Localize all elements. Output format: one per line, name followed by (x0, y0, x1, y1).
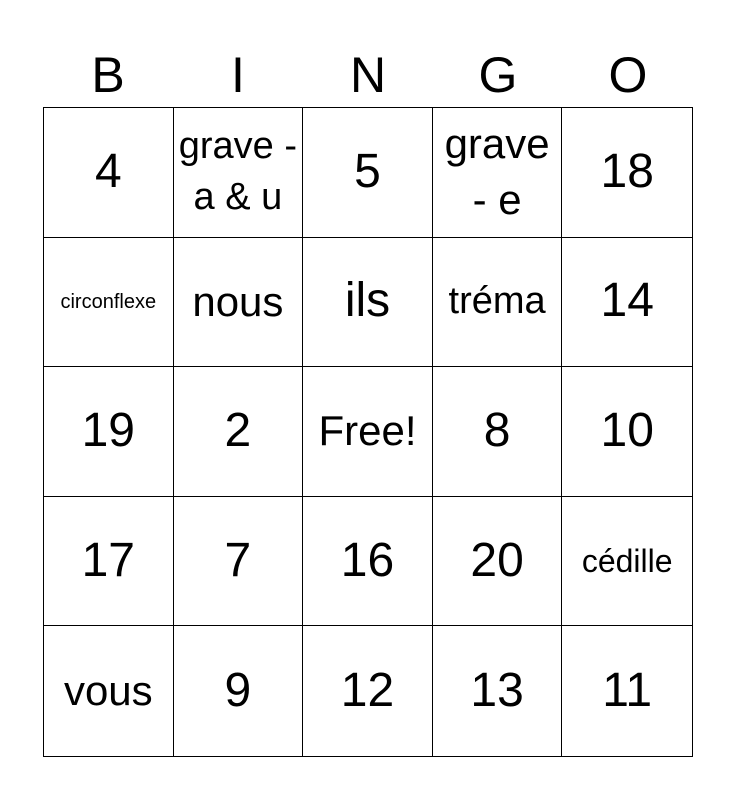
bingo-cell[interactable]: vous (44, 626, 174, 756)
bingo-cell[interactable]: 17 (44, 497, 174, 627)
bingo-cell[interactable]: 14 (562, 238, 692, 368)
header-letter-g: G (478, 47, 518, 103)
bingo-cell[interactable]: 10 (562, 367, 692, 497)
bingo-cell[interactable]: nous (174, 238, 304, 368)
bingo-cell[interactable]: 2 (174, 367, 304, 497)
bingo-cell[interactable]: tréma (433, 238, 563, 368)
bingo-cell[interactable]: 19 (44, 367, 174, 497)
bingo-cell[interactable]: 8 (433, 367, 563, 497)
bingo-board (43, 107, 693, 757)
bingo-cell[interactable]: 4 (44, 108, 174, 238)
bingo-cell[interactable]: 7 (174, 497, 304, 627)
bingo-header (43, 44, 693, 106)
bingo-cell[interactable]: cédille (562, 497, 692, 627)
header-letter-n: N (349, 47, 387, 103)
free-space-cell[interactable]: Free! (303, 367, 433, 497)
bingo-cell[interactable]: 11 (602, 663, 653, 717)
bingo-cell[interactable]: grave - e (433, 108, 563, 238)
bingo-cell[interactable]: 5 (303, 108, 433, 238)
bingo-cell[interactable]: ils (303, 238, 433, 368)
bingo-cell[interactable]: 9 (174, 626, 304, 756)
header-letter-o: O (608, 47, 648, 103)
bingo-cell[interactable]: 18 (562, 108, 692, 238)
header-letter-b: B (91, 47, 125, 103)
bingo-cell[interactable]: 16 (303, 497, 433, 627)
bingo-cell[interactable]: grave - a & u (174, 108, 304, 238)
bingo-cell[interactable]: 12 (303, 626, 433, 756)
header-letter-i: I (231, 47, 245, 103)
bingo-cell[interactable]: circonflexe (44, 238, 174, 368)
bingo-cell[interactable]: 13 (433, 626, 563, 756)
bingo-cell[interactable]: 20 (433, 497, 563, 627)
